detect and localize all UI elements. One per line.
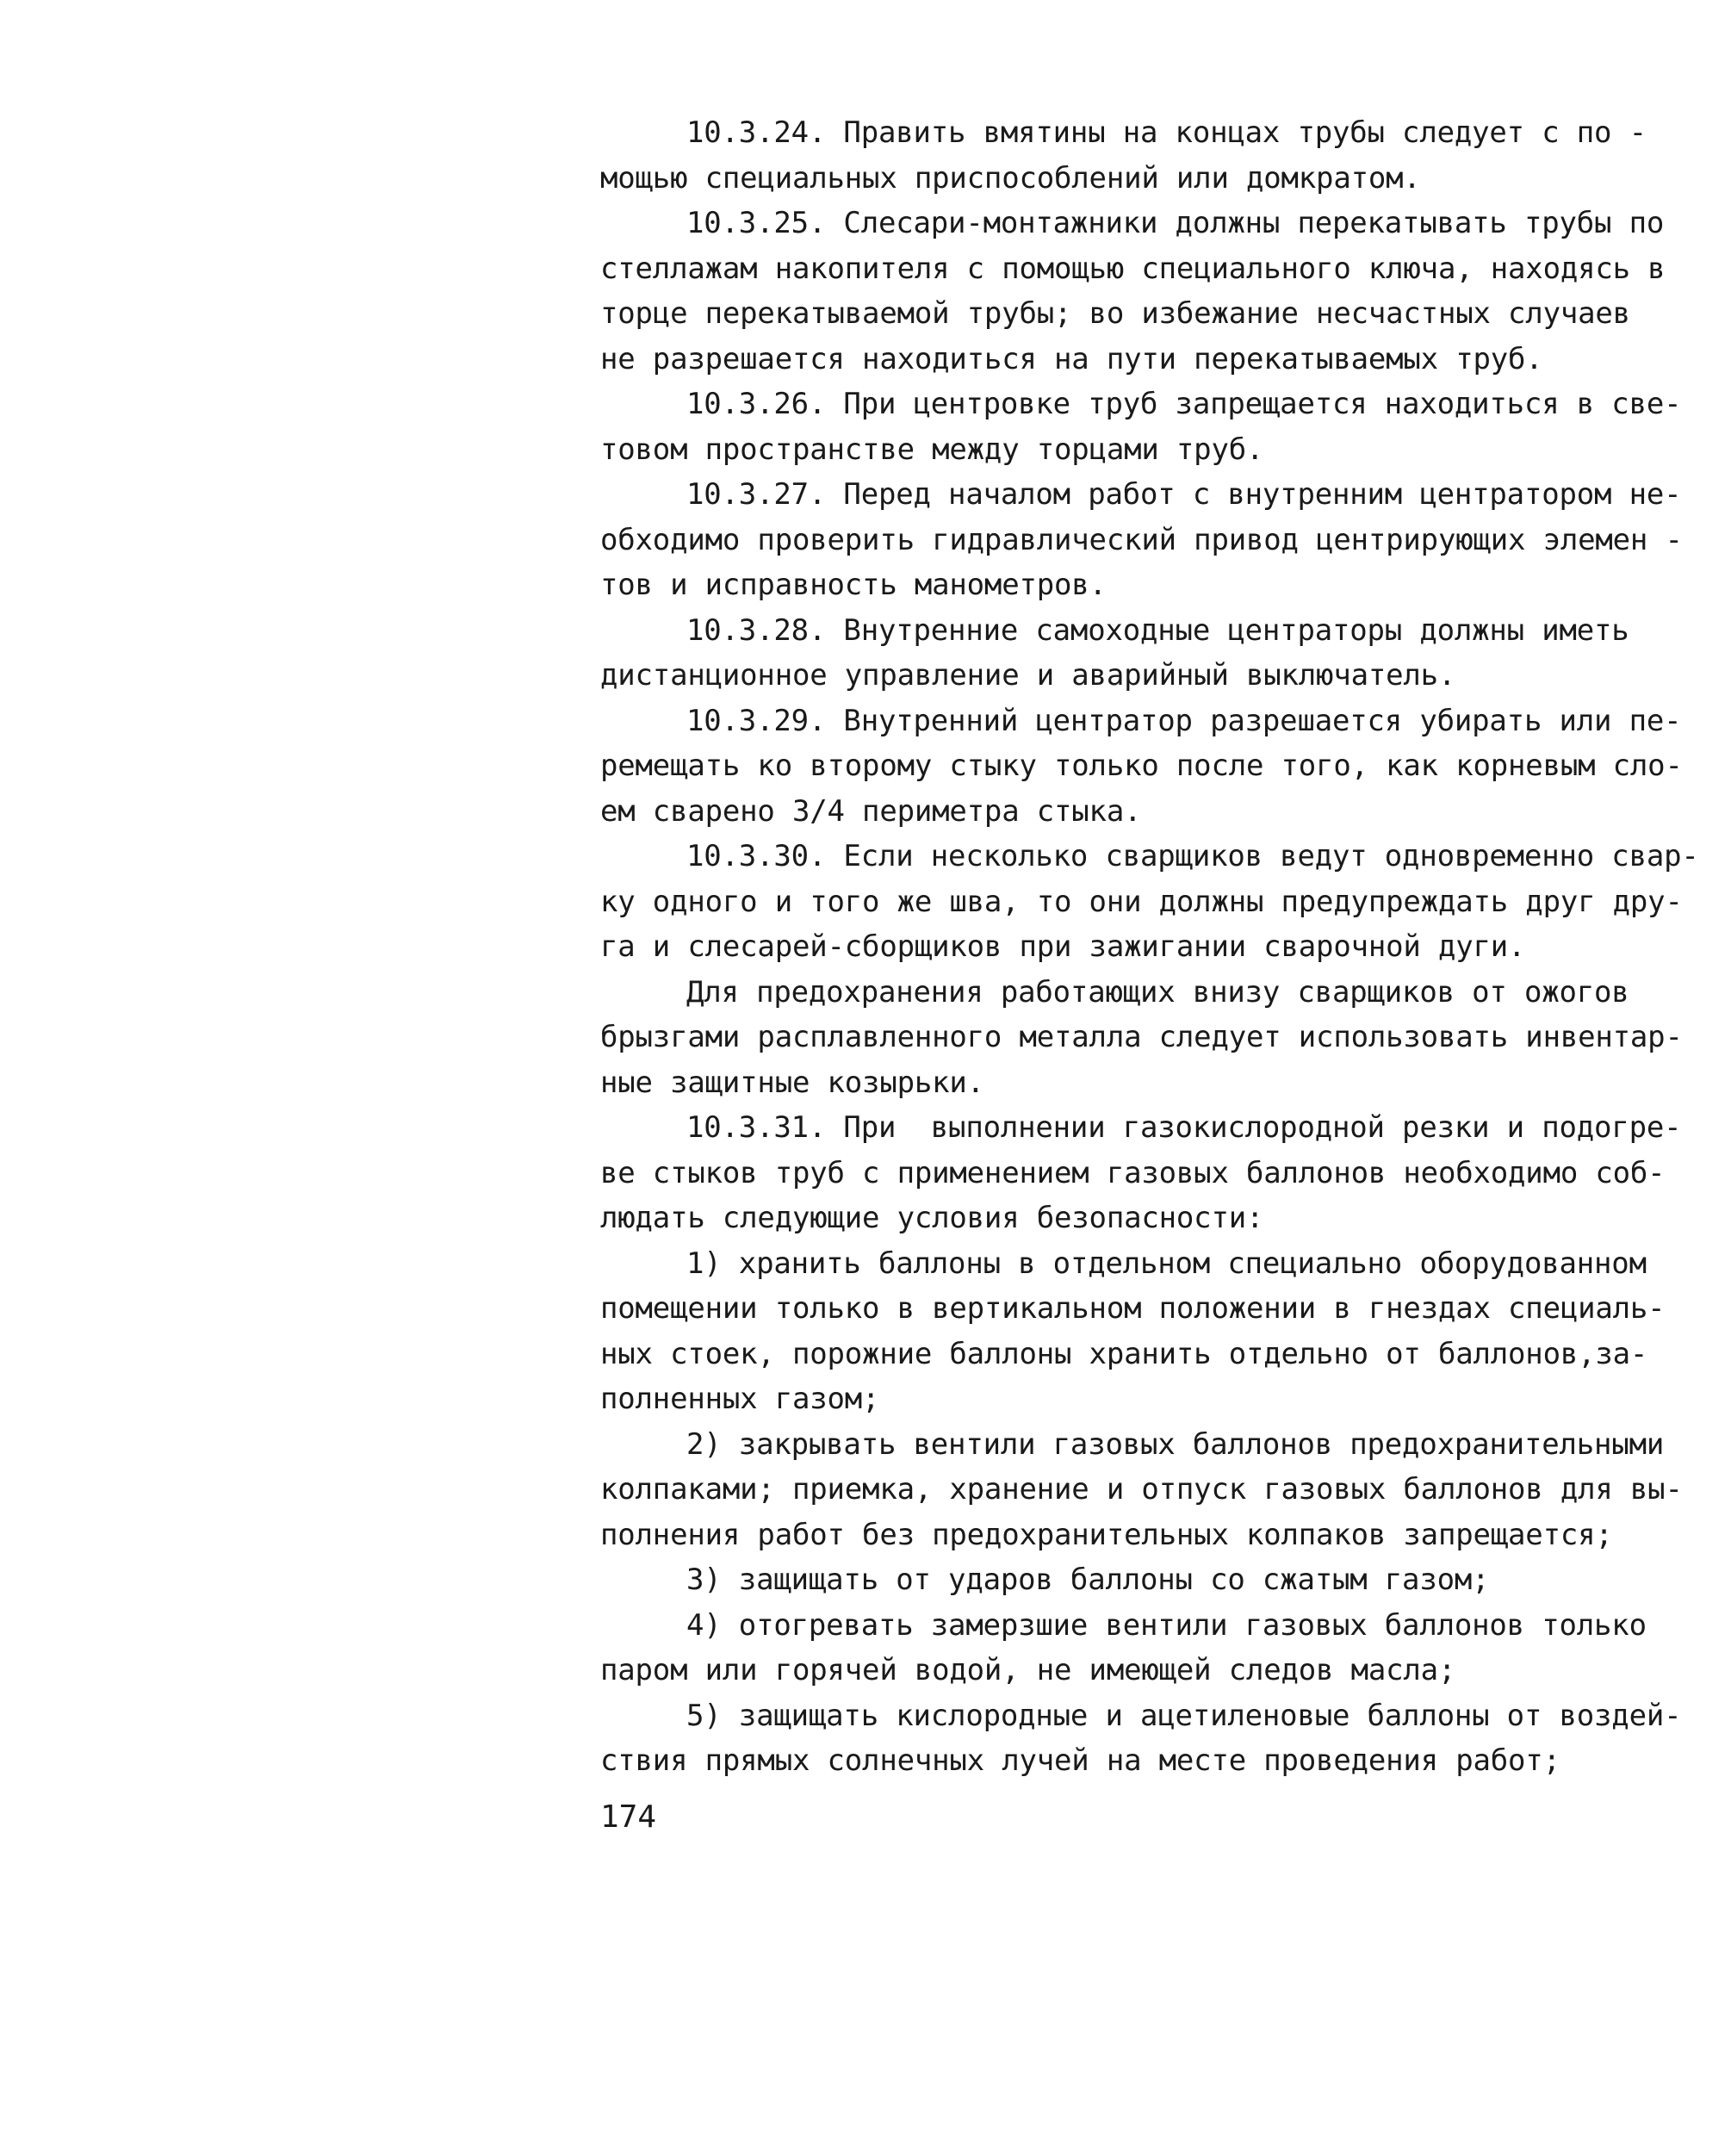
text-line: 10.3.24. Править вмятины на концах трубы следует с по - xyxy=(686,115,1647,150)
text-line: брызгами расплавленного металла следует использовать инвентар- xyxy=(600,1020,1683,1054)
text-line: ных стоек, порожние баллоны хранить отдельно от баллонов,за- xyxy=(600,1336,1648,1371)
text-line: товом пространстве между торцами труб. xyxy=(600,432,1264,467)
text-line: га и слесарей-сборщиков при зажигании сварочной дуги. xyxy=(600,929,1526,964)
text-line: ствия прямых солнечных лучей на месте проведения работ; xyxy=(600,1743,1560,1778)
text-line: не разрешается находиться на пути перекатываемых труб. xyxy=(600,341,1543,376)
text-line: мощью специальных приспособлений или домкратом. xyxy=(600,160,1421,196)
text-line: людать следующие условия безопасности: xyxy=(600,1201,1264,1235)
text-line: 1) хранить баллоны в отдельном специально оборудованном xyxy=(686,1246,1647,1281)
text-line: 10.3.30. Если несколько сварщиков ведут одновременно свар- xyxy=(686,839,1699,873)
text-line: полнения работ без предохранительных колпаков запрещается; xyxy=(600,1517,1613,1552)
text-line: тов и исправность манометров. xyxy=(600,568,1107,602)
text-line: 10.3.29. Внутренний центратор разрешается убирать или пе- xyxy=(686,703,1682,738)
text-line: ем сварено 3/4 периметра стыка. xyxy=(600,793,1142,829)
text-line: ку одного и того же шва, то они должны предупреждать друг дру- xyxy=(600,884,1683,919)
text-line: 10.3.31. При выполнении газокислородной резки и подогре- xyxy=(686,1110,1682,1145)
text-line: 10.3.27. Перед началом работ с внутренним центратором не- xyxy=(686,477,1682,512)
text-line: обходимо проверить гидравлический привод центрирующих элемен - xyxy=(600,522,1683,557)
text-line: дистанционное управление и аварийный выключатель. xyxy=(600,658,1456,693)
body-text xyxy=(600,110,1720,1784)
text-line: 10.3.26. При центровке труб запрещается находиться в све- xyxy=(686,387,1682,421)
text-line: 4) отогревать замерзшие вентили газовых баллонов только xyxy=(686,1607,1647,1643)
text-line: 2) закрывать вентили газовых баллонов предохранительными xyxy=(686,1426,1665,1462)
page-number: 174 xyxy=(600,1799,657,1835)
text-line: 10.3.28. Внутренние самоходные центраторы должны иметь xyxy=(686,612,1629,648)
text-line: ремещать ко второму стыку только после того, как корневым сло- xyxy=(600,749,1683,783)
text-line: полненных газом; xyxy=(600,1382,880,1416)
text-line: паром или горячей водой, не имеющей следов масла; xyxy=(600,1653,1456,1687)
text-line: ные защитные козырьки. xyxy=(600,1065,984,1100)
text-line: Для предохранения работающих внизу сварщиков от ожогов xyxy=(686,974,1629,1010)
text-line: помещении только в вертикальном положении в гнездах специаль- xyxy=(600,1291,1666,1326)
text-line: колпаками; приемка, хранение и отпуск газовых баллонов для вы- xyxy=(600,1472,1683,1507)
text-line: 5) защищать кислородные и ацетиленовые баллоны от воздей- xyxy=(686,1698,1682,1733)
text-line: ве стыков труб с применением газовых баллонов необходимо соб- xyxy=(600,1155,1666,1190)
text-line: 3) защищать от ударов баллоны со сжатым газом; xyxy=(686,1563,1490,1597)
text-line: торце перекатываемой трубы; во избежание несчастных случаев xyxy=(600,296,1630,331)
text-line: 10.3.25. Слесари-монтажники должны перекатывать трубы по xyxy=(686,206,1665,240)
text-line: стеллажам накопителя с помощью специального ключа, находясь в xyxy=(600,251,1666,286)
